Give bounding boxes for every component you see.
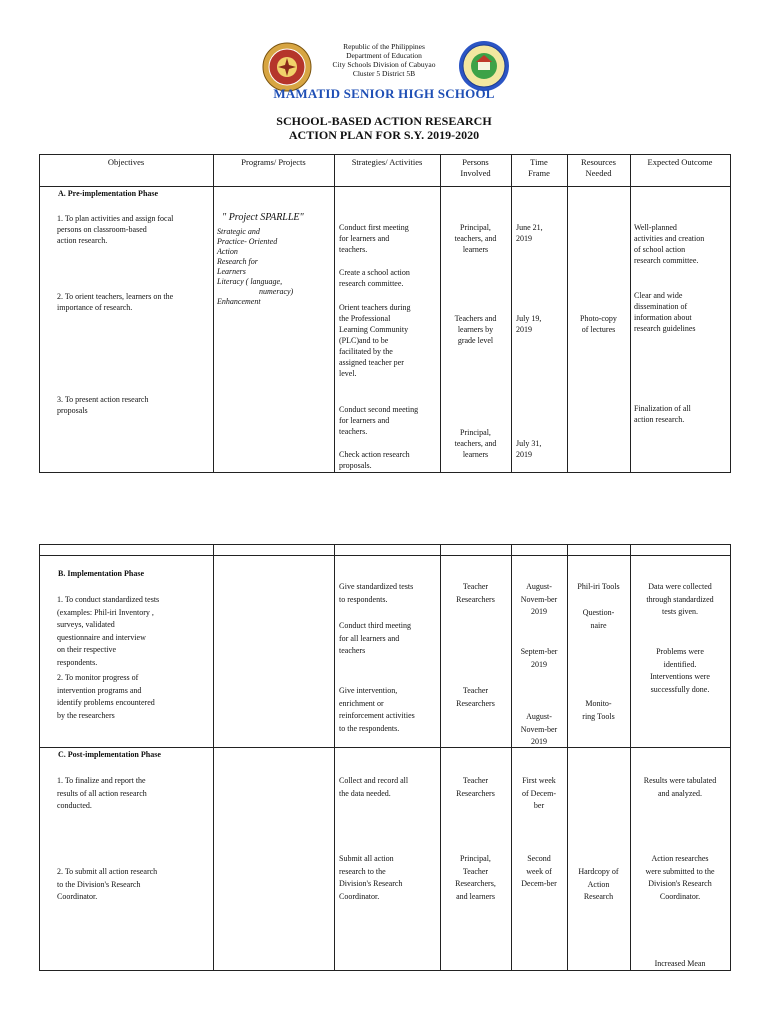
text-line: results of all action research xyxy=(57,788,147,798)
phase-b-time-3 xyxy=(511,711,567,749)
text-line: teachers, and xyxy=(454,439,497,448)
text-line: Decem-ber xyxy=(521,879,557,888)
text-line: research committee. xyxy=(634,256,699,265)
col-programs: Programs/ Projects xyxy=(241,157,306,167)
text-line: Second xyxy=(527,854,551,863)
text-line: Conduct first meeting xyxy=(339,223,409,232)
phase-a-time-3 xyxy=(516,438,541,460)
text-line: for learners and xyxy=(339,234,390,243)
text-line: Clear and wide xyxy=(634,291,683,300)
text-line: Finalization of all xyxy=(634,404,691,413)
text-line: 2019 xyxy=(516,450,532,459)
phase-b-strategy-3 xyxy=(339,685,439,735)
text-line: 1. To plan activities and assign focal xyxy=(57,214,174,223)
phase-a-strategy-4 xyxy=(339,404,439,437)
col-time-frame: Time Frame xyxy=(528,157,550,178)
text-line: Conduct second meeting xyxy=(339,405,419,414)
phase-a-persons-1 xyxy=(440,222,511,255)
text-line: 2019 xyxy=(531,659,547,669)
text-line: the Professional xyxy=(339,314,391,323)
header-department: Department of Education xyxy=(346,51,422,60)
text-line: Researchers xyxy=(456,698,495,708)
text-line: Conduct third meeting xyxy=(339,621,411,630)
phase-b-resources-1 xyxy=(567,581,630,594)
header-cluster: Cluster 5 District 5B xyxy=(352,69,416,78)
text-line: 3. To present action research xyxy=(57,395,149,404)
text-line: 2019 xyxy=(516,325,532,334)
text-line: Literacy ( language, xyxy=(217,277,283,286)
phase-b-persons-1 xyxy=(440,581,511,606)
text-line: (PLC)and to be xyxy=(339,336,389,345)
text-line: 1. To conduct standardized tests xyxy=(57,595,160,604)
text-line: Orient teachers during xyxy=(339,303,411,312)
text-line: Teacher xyxy=(462,686,489,695)
text-line: Learning Community xyxy=(339,325,409,334)
text-line: dissemination of xyxy=(634,302,688,311)
phase-b-strategy-1 xyxy=(339,581,439,606)
text-line: 2019 xyxy=(531,607,547,616)
text-line: research guidelines xyxy=(634,324,696,333)
text-line: proposals xyxy=(57,406,88,415)
text-line: Coordinator. xyxy=(57,892,98,901)
text-line: tests given. xyxy=(662,607,698,616)
text-line: teachers xyxy=(339,646,366,655)
text-line: research committee. xyxy=(339,279,404,288)
phase-b-resources-3 xyxy=(567,698,630,723)
text-line: questionnaire and interview xyxy=(57,632,146,642)
text-line: Give intervention, xyxy=(339,686,398,695)
text-line: identified. xyxy=(663,659,697,669)
text-line: Researchers xyxy=(456,594,495,604)
text-line: on their respective xyxy=(57,645,117,654)
school-name: MAMATID SENIOR HIGH SCHOOL xyxy=(273,86,495,101)
text-line: Check action research xyxy=(339,450,410,459)
text-line: 2. To monitor progress of xyxy=(57,673,139,682)
text-line: Septem-ber xyxy=(520,647,558,656)
text-line: First week xyxy=(522,776,556,785)
col-objectives: Objectives xyxy=(107,157,145,167)
text-line: Data were collected xyxy=(648,582,712,591)
text-line: Novem-ber xyxy=(520,594,558,604)
phase-c-strategy-2 xyxy=(339,853,439,903)
text-line: successfully done. xyxy=(650,684,710,694)
phase-c-objective-2 xyxy=(57,866,213,904)
text-line: Division's Research xyxy=(339,879,403,888)
text-line: (examples: Phil-iri Inventory , xyxy=(57,607,154,617)
text-line: conducted. xyxy=(57,801,92,810)
text-line: research to the xyxy=(339,866,386,876)
phase-b-time-1 xyxy=(511,581,567,619)
text-line: Hardcopy of xyxy=(578,867,619,876)
text-line: to the respondents. xyxy=(339,723,400,733)
phase-a-strategy-1 xyxy=(339,222,439,255)
project-title: " Project SPARLLE" xyxy=(222,212,304,223)
text-line: action research. xyxy=(57,236,108,245)
text-line: to the Division's Research xyxy=(57,879,141,889)
text-line: level. xyxy=(339,369,357,378)
text-line: reinforcement activities xyxy=(339,711,415,720)
text-line: facilitated by the xyxy=(339,347,393,356)
phase-b-title: B. Implementation Phase xyxy=(58,569,144,578)
text-line: Researchers, xyxy=(455,879,496,888)
text-line: Teachers and xyxy=(454,314,497,323)
text-line: learners xyxy=(462,450,489,459)
text-line: Teacher xyxy=(462,776,489,785)
text-line: teachers. xyxy=(339,245,368,254)
text-line: Interventions were xyxy=(650,672,710,681)
text-line: assigned teacher per xyxy=(339,358,404,367)
text-line: learners xyxy=(462,245,489,254)
text-line: of Decem- xyxy=(522,788,556,798)
text-line: August- xyxy=(526,712,552,721)
phase-a-outcome-3 xyxy=(634,403,729,425)
phase-a-strategy-2 xyxy=(339,267,439,289)
header-country: Republic of the Philippines xyxy=(343,42,425,51)
phase-b-objective-1 xyxy=(57,594,213,669)
text-line: Principal, xyxy=(460,428,491,437)
document-subtitle: ACTION PLAN FOR S.Y. 2019-2020 xyxy=(288,128,480,142)
text-line: activities and creation xyxy=(634,234,705,243)
text-line: and learners xyxy=(456,891,495,901)
text-line: for learners and xyxy=(339,416,390,425)
text-line: Photo-copy xyxy=(580,314,617,323)
text-line: 1. To finalize and report the xyxy=(57,776,146,785)
phase-a-strategy-5 xyxy=(339,449,439,471)
text-line: intervention programs and xyxy=(57,685,142,695)
text-line: numeracy) xyxy=(259,287,294,296)
phase-c-time-1 xyxy=(511,775,567,813)
phase-b-time-2 xyxy=(511,646,567,671)
phase-c-outcome-3 xyxy=(630,958,730,971)
phase-b-persons-2 xyxy=(440,685,511,710)
phase-a-persons-2 xyxy=(440,313,511,346)
text-line: Coordinator. xyxy=(339,891,380,901)
phase-c-outcome-2 xyxy=(630,853,730,903)
text-line: 2019 xyxy=(516,234,532,243)
phase-a-resources-1 xyxy=(567,313,630,335)
text-line: Strategic and xyxy=(217,227,260,236)
text-line: Principal, xyxy=(460,854,491,863)
text-line: 2019 xyxy=(531,737,547,746)
text-line: Research for xyxy=(217,257,258,266)
col-outcome: Expected Outcome xyxy=(647,157,713,167)
text-line: the data needed. xyxy=(339,788,391,798)
phase-b-outcome-2 xyxy=(630,646,730,696)
phase-c-strategy-1 xyxy=(339,775,439,800)
text-line: identify problems encountered xyxy=(57,698,155,707)
text-line: Question- xyxy=(582,608,615,617)
text-line: Submit all action xyxy=(339,854,394,863)
text-line: Practice- Oriented xyxy=(217,237,278,246)
text-line: ring Tools xyxy=(582,711,615,721)
text-line: Action xyxy=(217,247,238,256)
phase-a-objective-1 xyxy=(57,213,213,246)
text-line: Principal, xyxy=(460,223,491,232)
text-line: Enhancement xyxy=(217,297,261,306)
phase-b-resources-2 xyxy=(567,607,630,632)
phase-a-time-1 xyxy=(516,222,543,244)
document-title: SCHOOL-BASED ACTION RESEARCH xyxy=(276,114,492,128)
text-line: Coordinator. xyxy=(659,891,701,901)
text-line: of lectures xyxy=(581,325,616,334)
text-line: proposals. xyxy=(339,461,372,470)
text-line: persons on classroom-based xyxy=(57,225,147,234)
text-line: July 31, xyxy=(516,439,542,448)
phase-c-time-2 xyxy=(511,853,567,891)
text-line: teachers, and xyxy=(454,234,497,243)
text-line: 2. To orient teachers, learners on the xyxy=(57,292,174,301)
text-line: teachers. xyxy=(339,427,368,436)
text-line: Action xyxy=(587,879,610,889)
text-line: Phil-iri Tools xyxy=(577,582,620,591)
text-line: ber xyxy=(533,801,545,810)
text-line: July 19, xyxy=(516,314,542,323)
text-line: and analyzed. xyxy=(658,788,702,798)
text-line: Teacher xyxy=(462,866,489,876)
phase-b-objective-2 xyxy=(57,672,213,722)
col-persons: Persons Involved xyxy=(460,157,491,178)
phase-c-outcome-1 xyxy=(630,775,730,800)
text-line: Give standardized tests xyxy=(339,582,414,591)
project-description xyxy=(217,227,332,307)
phase-c-title: C. Post-implementation Phase xyxy=(58,750,161,759)
text-line: were submitted to the xyxy=(645,866,715,876)
text-line: Research xyxy=(583,892,614,901)
phase-a-outcome-2 xyxy=(634,290,729,334)
text-line: naire xyxy=(590,620,607,630)
text-line: by the researchers xyxy=(57,710,115,720)
text-line: week of xyxy=(526,866,552,876)
phase-c-objective-1 xyxy=(57,775,213,813)
phase-a-persons-3 xyxy=(440,427,511,460)
text-line: 2. To submit all action research xyxy=(57,867,158,876)
text-line: June 21, xyxy=(516,223,543,232)
text-line: Problems were xyxy=(656,647,704,656)
text-line: Division's Research xyxy=(648,879,712,888)
text-line: surveys, validated xyxy=(57,620,115,629)
text-line: action research. xyxy=(634,415,685,424)
text-line: Increased Mean xyxy=(654,959,706,968)
text-line: Results were tabulated xyxy=(643,776,717,785)
text-line: of school action xyxy=(634,245,686,254)
text-line: learners by xyxy=(457,325,494,334)
text-line: August- xyxy=(526,582,552,591)
phase-c-persons-1 xyxy=(440,775,511,800)
phase-b-outcome-1 xyxy=(630,581,730,619)
text-line: Collect and record all xyxy=(339,776,409,785)
text-line: Learners xyxy=(217,267,246,276)
text-line: Action researches xyxy=(651,854,709,863)
text-line: Monito- xyxy=(585,699,612,708)
text-line: Well-planned xyxy=(634,223,677,232)
text-line: enrichment or xyxy=(339,698,384,708)
text-line: Novem-ber xyxy=(520,724,558,734)
phase-a-objective-2 xyxy=(57,291,213,313)
phase-b-strategy-2 xyxy=(339,620,439,658)
text-line: Teacher xyxy=(462,582,489,591)
col-resources: Resources Needed xyxy=(581,157,616,178)
text-line: information about xyxy=(634,313,692,322)
text-line: to respondents. xyxy=(339,594,388,604)
phase-c-persons-2 xyxy=(440,853,511,903)
text-line: Create a school action xyxy=(339,268,410,277)
text-line: grade level xyxy=(457,336,494,345)
phase-a-objective-3 xyxy=(57,394,213,416)
text-line: respondents. xyxy=(57,657,98,667)
phase-a-title: A. Pre-implementation Phase xyxy=(58,189,159,198)
col-strategies: Strategies/ Activities xyxy=(351,157,423,167)
header-division: City Schools Division of Cabuyao xyxy=(332,60,436,69)
phase-c-resources-1 xyxy=(567,866,630,904)
text-line: for all learners and xyxy=(339,633,400,643)
phase-a-outcome-1 xyxy=(634,222,729,266)
phase-a-strategy-3 xyxy=(339,302,439,379)
text-line: importance of research. xyxy=(57,303,133,312)
text-line: Researchers xyxy=(456,788,495,798)
phase-a-time-2 xyxy=(516,313,541,335)
text-line: through standardized xyxy=(646,594,714,604)
